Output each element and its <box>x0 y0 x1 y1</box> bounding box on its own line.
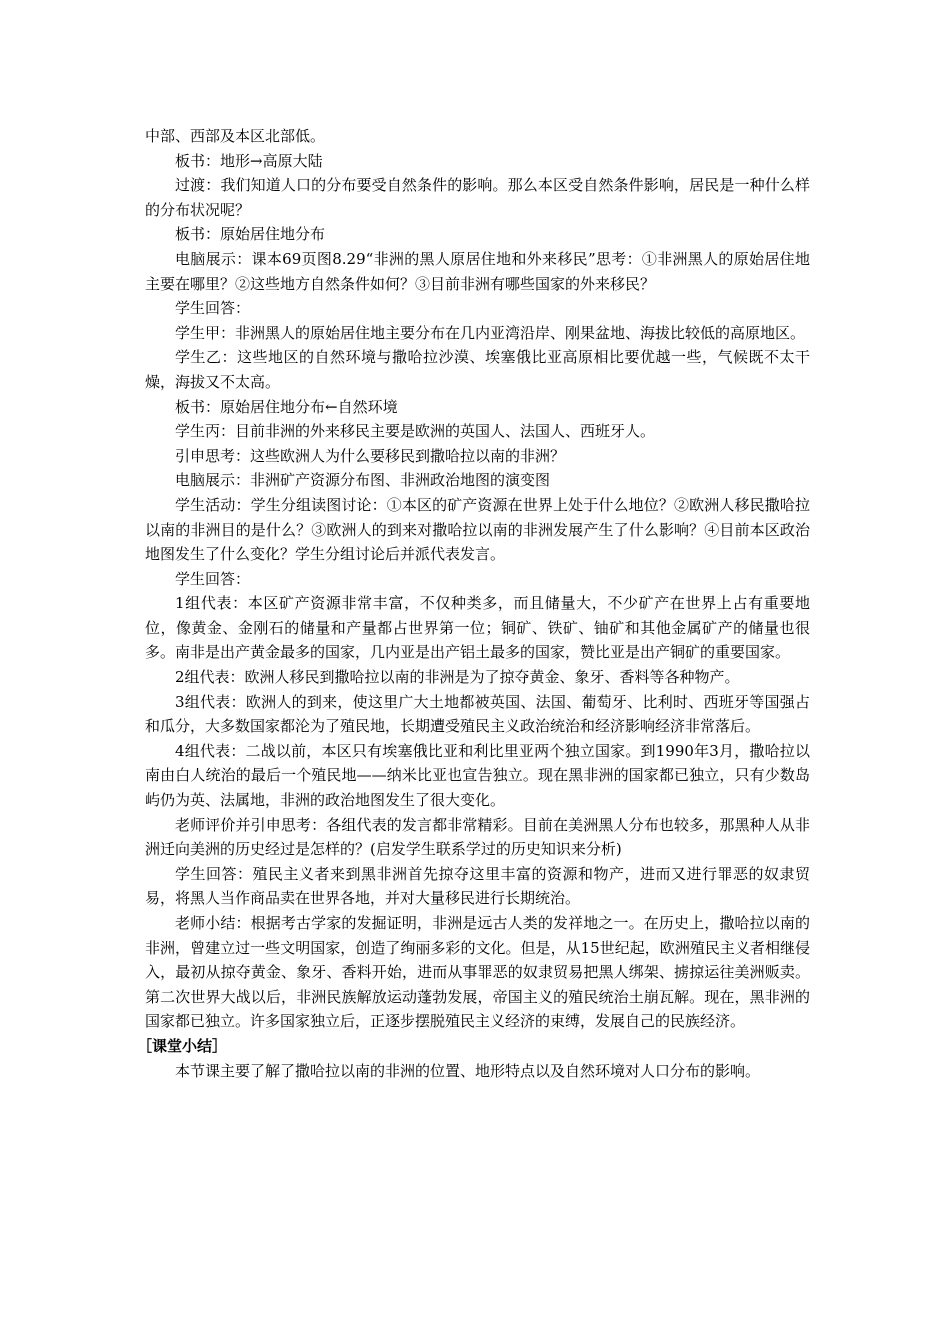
paragraph: 3组代表：欧洲人的到来，使这里广大土地都被英国、法国、葡萄牙、比利时、西班牙等国强占和瓜分，大多数国家都沦为了殖民地，长期遭受殖民主义政治统治和经济影响经济非常落后。 <box>145 692 810 736</box>
paragraph: 学生回答：殖民主义者来到黑非洲首先掠夺这里丰富的资源和物产，进而又进行罪恶的奴隶贸易，将黑人当作商品卖在世界各地，并对大量移民进行长期统治。 <box>145 864 810 908</box>
lesson-paragraphs <box>145 124 810 1034</box>
paragraph: 引申思考：这些欧洲人为什么要移民到撒哈拉以南的非洲？ <box>175 446 566 465</box>
paragraph: 电脑展示：非洲矿产资源分布图、非洲政治地图的演变图 <box>175 471 551 490</box>
paragraph: 4组代表：二战以前，本区只有埃塞俄比亚和利比里亚两个独立国家。到1990年3月，撒哈拉以南由白人统治的最后一个殖民地——纳米比亚也宣告独立。现在黑非洲的国家都已独立，只有少数岛屿仍为英、法属地，非洲的政治地图发生了很大变化。 <box>145 741 810 810</box>
paragraph: 学生回答： <box>175 299 251 318</box>
paragraph: 学生甲：非洲黑人的原始居住地主要分布在几内亚湾沿岸、刚果盆地、海拔比较低的高原地区。 <box>175 323 806 342</box>
document-body <box>137 124 810 1083</box>
paragraph: 1组代表：本区矿产资源非常丰富，不仅种类多，而且储量大，不少矿产在世界上占有重要地位，像黄金、金刚石的储量和产量都占世界第一位；铜矿、铁矿、铀矿和其他金属矿产的储量也很多。南非是出产黄金最多的国家，几内亚是出产铝土最多的国家，赞比亚是出产铜矿的重要国家。 <box>145 594 810 662</box>
paragraph: 学生回答： <box>175 569 251 588</box>
paragraph: 板书：原始居住地分布 <box>175 225 326 244</box>
paragraph: 板书：原始居住地分布←自然环境 <box>175 397 398 416</box>
paragraph: 2组代表：欧洲人移民到撒哈拉以南的非洲是为了掠夺黄金、象牙、香料等各种物产。 <box>175 668 740 687</box>
paragraph: 老师评价并引申思考：各组代表的发言都非常精彩。目前在美洲黑人分布也较多，那黑种人从非洲迁向美洲的历史经过是怎样的？(启发学生联系学过的历史知识来分析) <box>145 815 810 859</box>
paragraph: 学生丙：目前非洲的外来移民主要是欧洲的英国人、法国人、西班牙人。 <box>175 422 656 441</box>
summary-paragraph: 本节课主要了解了撒哈拉以南的非洲的位置、地形特点以及自然环境对人口分布的影响。 <box>175 1061 761 1080</box>
paragraph: 中部、西部及本区北部低。 <box>145 127 326 145</box>
paragraph: 学生活动：学生分组读图讨论：①本区的矿产资源在世界上处于什么地位？②欧洲人移民撒哈拉以南的非洲目的是什么？③欧洲人的到来对撒哈拉以南的非洲发展产生了什么影响？④目前本区政治地图发生了什么变化？学生分组讨论后并派代表发言。 <box>145 495 810 564</box>
paragraph: 老师小结：根据考古学家的发掘证明，非洲是远古人类的发祥地之一。在历史上，撒哈拉以南的非洲，曾建立过一些文明国家，创造了绚丽多彩的文化。但是，从15世纪起，欧洲殖民主义者相继侵入，最初从掠夺黄金、象牙、香料开始，进而从事罪恶的奴隶贸易把黑人绑架、掳掠运往美洲贩卖。第二次世界大战以后，非洲民族解放运动蓬勃发展，帝国主义的殖民统治土崩瓦解。现在，黑非洲的国家都已独立。许多国家独立后，正逐步摆脱殖民主义经济的束缚，发展自己的民族经济。 <box>145 914 810 1031</box>
paragraph: 板书：地形→高原大陆 <box>175 151 323 170</box>
paragraph: 过渡：我们知道人口的分布要受自然条件的影响。那么本区受自然条件影响，居民是一种什么样的分布状况呢？ <box>145 176 810 219</box>
section-heading-class-summary: ［课堂小结］ <box>137 1036 228 1055</box>
paragraph: 电脑展示：课本69页图8.29“非洲的黑人原居住地和外来移民”思考：①非洲黑人的原始居住地主要在哪里？②这些地方自然条件如何？③目前非洲有哪些国家的外来移民？ <box>145 249 810 293</box>
paragraph: 学生乙：这些地区的自然环境与撒哈拉沙漠、埃塞俄比亚高原相比要优越一些，气候既不太干燥，海拔又不太高。 <box>145 348 810 391</box>
